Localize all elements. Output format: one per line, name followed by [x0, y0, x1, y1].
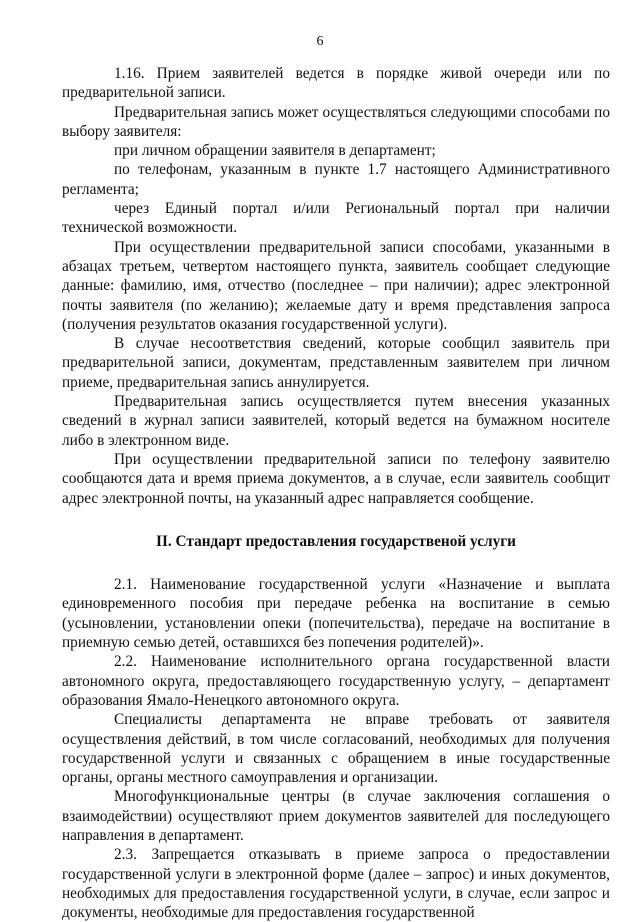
paragraph-via-portal: через Единый портал и/или Региональный портал при наличии технической возможности. [62, 200, 610, 237]
paragraph-2-1: 2.1. Наименование государственной услуги «Назначение и выплата единовременного пособия при передаче ребенка на воспитание в семью (усыновлении, установлении опеки (попечительства), передаче на воспитание в приемную семью детей, оставшихся без попечения родителей)». [62, 576, 610, 652]
paragraph-in-person: при личном обращении заявителя в департамент; [114, 142, 436, 160]
paragraph-booking-methods: Предварительная запись может осуществляться следующими способами по выбору заявителя: [62, 103, 610, 140]
paragraph-phone-notice: При осуществлении предварительной записи по телефону заявителю сообщаются дата и время приема документов, а в случае, если заявитель сообщит адрес электронной почты, на указанный адрес направляется сообщение. [62, 450, 610, 507]
paragraph-1-16: 1.16. Прием заявителей ведется в порядке живой очереди или по предварительной записи. [62, 65, 610, 102]
paragraph-registry: Предварительная запись осуществляется путем внесения указанных сведений в журнал записи заявителей, который ведется на бумажном носителе либо в электронном виде. [62, 393, 610, 449]
paragraph-applicant-data: При осуществлении предварительной записи способами, указанными в абзацах третьем, четвертом настоящего пункта, заявитель сообщает следующие данные: фамилию, имя, отчество (последнее – при наличии); адрес электронной почты заявителя (по желанию); желаемые дату и время представления запроса (получения результатов оказания государственной услуги). [62, 238, 610, 333]
paragraph-mfc: Многофункциональные центры (в случае заключения соглашения о взаимодействии) осуществляют прием документов заявителей для последующего направления в департамент. [62, 788, 610, 844]
page-number: 6 [316, 34, 324, 49]
paragraph-2-2: 2.2. Наименование исполнительного органа государственной власти автономного округа, предоставляющего государственную услугу, – департамент образования Ямало-Ненецкого автономного округа. [62, 653, 610, 709]
paragraph-mismatch: В случае несоответствия сведений, которые сообщил заявитель при предварительной записи, документам, представленным заявителем при личном приеме, предварительная запись аннулируется. [62, 335, 610, 391]
paragraph-specialists: Специалисты департамента не вправе требовать от заявителя осуществления действий, в том числе согласований, необходимых для получения государственной услуги и связанных с обращением в иные государственные органы, органы местного самоуправления и организации. [62, 711, 610, 787]
section-heading: II. Стандарт предоставления государственой услуги [156, 532, 516, 550]
paragraph-2-3: 2.3. Запрещается отказывать в приеме запроса о предоставлении государственной услуги в электронной форме (далее – запрос) и иных документов, необходимых для предоставления государственной услуги, в случае, если запрос и документы, необходимые для предоставления государственной [62, 846, 610, 922]
paragraph-by-phone: по телефонам, указанным в пункте 1.7 настоящего Административного регламента; [62, 161, 610, 198]
document-body [62, 64, 610, 922]
